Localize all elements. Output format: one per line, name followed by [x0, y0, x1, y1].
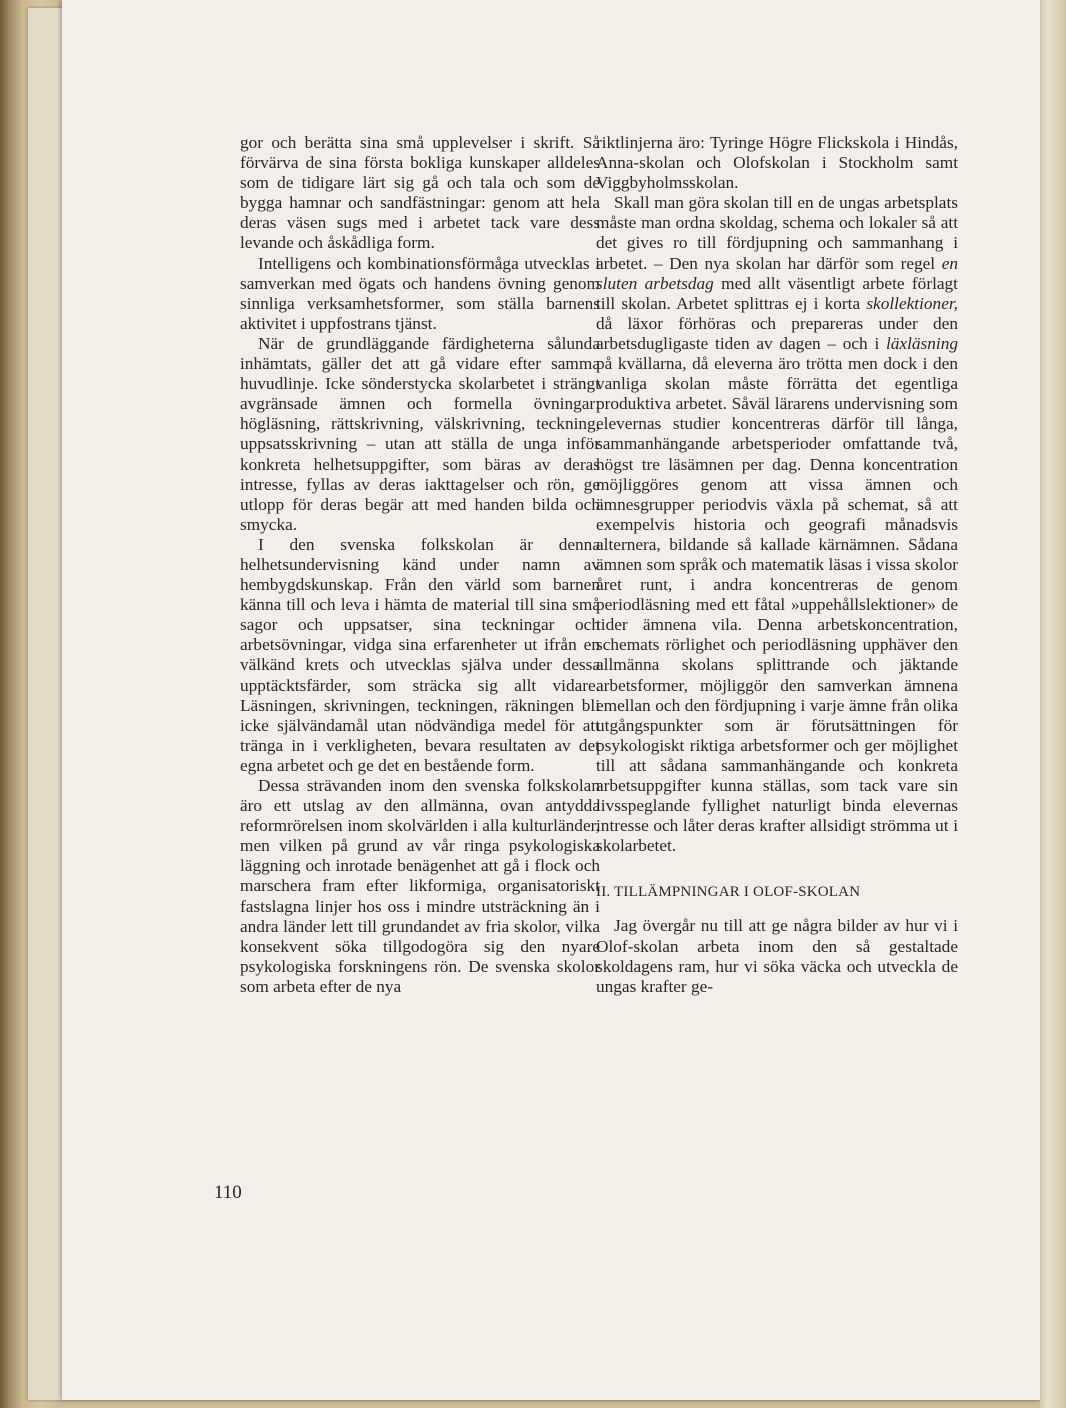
- left-column: [240, 133, 600, 997]
- paragraph: [596, 193, 958, 856]
- text-run: Skall man göra skolan till en de ungas arbetsplats måste man ordna skoldag, schema och lokaler så att det gives ro till fördjupning och sammanhang i arbetet. – Den nya skolan har därför som regel: [596, 193, 958, 273]
- emphasis-text: läxläsning: [885, 333, 958, 353]
- section-heading: II. TILLÄMPNINGAR I OLOF-SKOLAN: [596, 884, 861, 901]
- paragraph: När de grundläggande färdigheterna sålunda inhämtats, gäller det att gå vidare efter samma huvudlinje. Icke sönderstycka skolarbetet i strängt avgränsade ämnen och formella övningar: högläsning, rättskrivning, välskrivning, teckning, uppsatsskrivning – utan att ställa de unga inför konkreta helhetsuppgifter, som bäras av deras intresse, fyllas av deras iakttagelser och rön, ge utlopp för deras begär att med handen bilda och smycka.: [240, 333, 600, 534]
- right-column: [596, 133, 958, 997]
- paragraph: gor och berätta sina små upplevelser i skrift. Så förvärva de sina första bokliga kunskaper alldeles som de tidigare lärt sig gå och tala och som de bygga hamnar och sandfästningar: genom att hela deras väsen sugs med i arbetet tack vare dess levande och åskådliga form.: [240, 133, 600, 253]
- text-run: med allt väsentligt arbete förlagt till skolan. Arbetet splittras ej i korta: [596, 273, 958, 313]
- paragraph: Dessa strävanden inom den svenska folkskolan äro ett utslag av den allmänna, ovan antydda reformrörelsen inom skolvärlden i alla kulturländer, men vilken på grund av vår ringa psykologiska läggning och inrotade benägenhet att gå i flock och marschera fram efter likformiga, organisatoriskt fastslagna linjer hos oss i mindre utsträckning än i andra länder lett till grundandet av fria skolor, vilka konsekvent söka tillgodogöra sig den nyare psykologiska forskningens rön. De svenska skolor som arbeta efter de nya: [240, 776, 600, 996]
- paragraph: Jag övergår nu till att ge några bilder av hur vi i Olof-skolan arbeta inom den så gestaltade skoldagens ram, hur vi söka väcka och utveckla de ungas krafter ge-: [596, 916, 958, 996]
- text-run: på kvällarna, då eleverna äro trötta men dock i den vanliga skolan måste förrätta det egentliga produktiva arbetet. Såväl lärarens undervisning som elevernas studier koncentreras därför till långa, sammanhängande arbetsperioder omfattande två, högst tre läsämnen per dag. Denna koncentration möjliggöres genom att vissa ämnen och ämnesgrupper periodvis växla på schemat, så att exempelvis historia och geografi månadsvis alternera, bildande så kallade kärnämnen. Sådana ämnen som språk och matematik läsas i vissa skolor året runt, i andra koncentreras de genom periodläsning med ett fåtal »uppehållslektioner» de tider ämnena vila. Denna arbetskoncentration, schemats rörlighet och periodläsning upphäver den allmänna skolans splittrande och jäktande arbetsformer, möjliggör den samverkan ämnena emellan och den fördjupning i varje ämne från olika utgångspunkter som är förutsättningen för psykologiskt riktiga arbetsformer och ger möjlighet till att sådana sammanhängande och konkreta arbetsuppgifter kunna ställas, som tack vare sin livsspeglande fyllighet naturligt binda elevernas intresse och låter deras krafter allsidigt strömma ut i skolarbetet.: [596, 354, 958, 856]
- emphasis-text: en sluten arbetsdag: [596, 253, 958, 293]
- emphasis-text: skollektioner,: [866, 293, 958, 313]
- text-run: då läxor förhöras och prepareras under den arbetsdugligaste tiden av dagen – och i: [596, 313, 958, 353]
- page-number: 110: [214, 1182, 242, 1203]
- paragraph: riktlinjerna äro: Tyringe Högre Flickskola i Hindås, Anna-skolan och Olofskolan i Stockholm samt Viggbyholmsskolan.: [596, 133, 958, 193]
- paragraph: Intelligens och kombinationsförmåga utvecklas i samverkan med ögats och handens övning genom sinnliga verksamhetsformer, som ställa barnens aktivitet i uppfostrans tjänst.: [240, 253, 600, 333]
- paragraph: I den svenska folkskolan är denna helhetsundervisning känd under namn av hembygdskunskap. Från den värld som barnen känna till och leva i hämta de material till sina små sagor och uppsatser, sina teckningar och arbetsövningar, vidga sina erfarenheter ut ifrån en välkänd krets och utvecklas själva under dessa upptäcktsfärder, som sträcka sig allt vidare. Läsningen, skrivningen, teckningen, räkningen bli icke självändamål utan nödvändiga medel för att tränga in i verkligheten, bevara resultaten av det egna arbetet och ge det en bestående form.: [240, 534, 600, 775]
- page-edge-stack: [1040, 0, 1066, 1408]
